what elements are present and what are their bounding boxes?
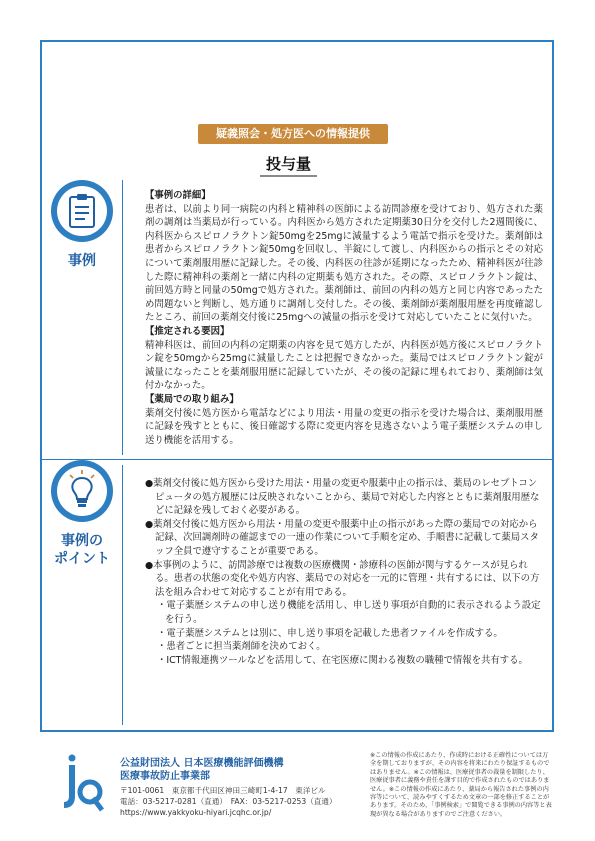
cause-body: 精神科医は、前回の内科の定期薬の内容を見て処方したが、内科医が処方後にスピロノラクトン錠を50mgから25mgに減量したことは把握できなかった。薬局ではスピロノラクトン錠が減量になったことを薬剤服用歴に記録していたが、その後の記録に埋もれており、薬剤師は気付かなかった。	[145, 339, 543, 392]
points-divider	[122, 465, 123, 725]
points-list	[145, 477, 545, 667]
point-subitem: ・ICT情報連携ツールなどを活用して、在宅医療に関わる複数の職種で情報を共有する。	[157, 654, 528, 666]
details-heading: 【事例の詳細】	[145, 190, 211, 201]
footer-org	[120, 758, 283, 783]
category-banner: 疑義照会・処方医への情報提供	[198, 124, 388, 144]
footer-contact	[120, 785, 337, 818]
point-item: ●薬剤交付後に処方医から用法・用量の変更や服薬中止の指示があった際の薬局での対応から記録、次回調剤時の確認までの一連の作業について手順を定め、手順書に記載して薬局スタッフ全員で遵守することが重要である。	[145, 518, 539, 557]
point-item: ●薬剤交付後に処方医から受けた用法・用量の変更や服薬中止の指示は、薬局のレセプトコンピュータの処方履歴には反映されないことから、薬局で対応した内容とともに薬剤服用歴などに記録を残しておく必要がある。	[145, 478, 540, 517]
points-label-line2: ポイント	[54, 551, 110, 567]
points-label-block	[42, 460, 122, 568]
case-label: 事例	[68, 253, 96, 269]
case-circle	[51, 180, 113, 242]
points-label	[42, 532, 122, 568]
point-subitem: ・患者ごとに担当薬剤師を決めておく。	[157, 641, 326, 653]
footer-phone: 電話：03-5217-0281（直通） FAX：03-5217-0253（直通）	[120, 797, 337, 806]
points-circle	[51, 460, 113, 522]
case-text	[145, 189, 543, 447]
disclaimer-note: ※この情報の作成にあたり、作成時における正確性については万全を期しておりますが、その内容を将来にわたり保証するものではありません。※この情報は、医療従事者の裁量を制限したり、医療従事者に義務や責任を課す目的で作成されたものではありません。※この情報の作成にあたり、薬局から報告された事例の内容等について、読みやすくするため文章の一部を修正することがあります。そのため、「事例検索」で閲覧できる事例の内容等と表現が異なる場合がありますのでご注意ください。	[370, 752, 552, 818]
org-department: 医療事故防止事業部	[120, 770, 210, 782]
point-subitem: ・電子薬歴システムとは別に、申し送り事項を記載した患者ファイルを作成する。	[157, 627, 503, 639]
case-divider	[122, 180, 123, 455]
jq-logo	[60, 752, 104, 814]
topic-title: 投与量	[260, 153, 317, 177]
details-body: 患者は、以前より同一病院の内科と精神科の医師による訪問診療を受けており、処方された薬剤の調剤は当薬局が行っている。内科医から処方された定期薬30日分を交付した2週間後に、内科医からスピロノラクトン錠50mgを25mgに減量するよう電話で指示を受けた。薬剤師は患者からスピロノラクトン錠50mgを回収し、半錠にして渡し、内科医からの指示とその対応について薬剤服用歴に記録した。その後、内科医の往診が延期になったため、精神科医が往診した際に精神科の薬剤と一緒に内科の定期薬も処方された。その際、スピロノラクトン錠は、前回処方時と同量の50mgで処方された。薬剤師は、前回の内科の処方と同じ内容であったため問題ないと判断し、処方通りに調剤し交付した。その後、薬剤師が薬剤服用歴を再度確認したところ、前回の薬剤交付後に25mgへの減量の指示を受けて対応していたことに気付いた。	[145, 203, 543, 324]
points-label-line1: 事例の	[61, 533, 103, 549]
clipboard-icon	[68, 193, 96, 229]
cause-heading: 【推定される要因】	[145, 325, 230, 337]
lightbulb-icon	[68, 470, 96, 510]
point-item: ●本事例のように、訪問診療では複数の医療機関・診療科の医師が関与するケースが見られる。患者の状態の変化や処方内容、薬局での対応を一元的に管理・共有するには、以下の方法を組み合わせて対応することが有用である。	[145, 559, 540, 598]
footer-url[interactable]: https://www.yakkyoku-hiyari.jcqhc.or.jp/	[120, 808, 272, 817]
case-label-block	[42, 180, 122, 270]
org-name: 公益財団法人 日本医療機能評価機構	[120, 758, 284, 769]
point-subitem: ・電子薬歴システムの申し送り機能を活用し、申し送り事項が自動的に表示されるよう設定を行う。	[157, 600, 541, 625]
action-body: 薬剤交付後に処方医から電話などにより用法・用量の変更の指示を受けた場合は、薬剤服用歴に記録を残すとともに、後日確認する際に変更内容を見逃さないよう電子薬歴システムの申し送り機能を活用する。	[145, 407, 543, 446]
action-heading: 【薬局での取り組み】	[145, 393, 239, 405]
footer-address: 〒101-0061 東京都千代田区神田三崎町1-4-17 東洋ビル	[120, 786, 326, 795]
